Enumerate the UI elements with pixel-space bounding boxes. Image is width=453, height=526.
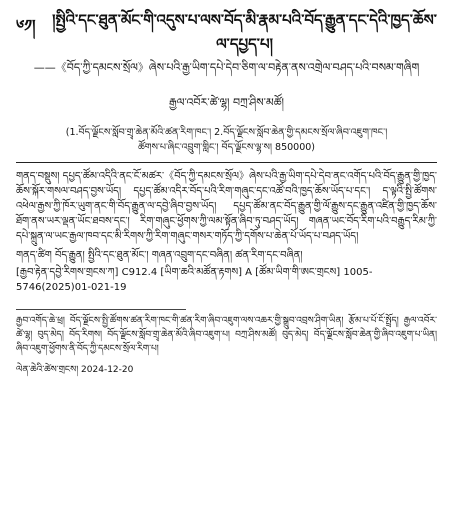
affiliation-line: ཚོགས་པ་ཞིང་འབྲུག་གླིང་། བོད་ལྗོངས་ལྷ་ས། 850000) [138, 142, 315, 153]
authors: རྒྱལ་འབོར་ཚེ་ལྷ། བཀྲ་ཤིས་མཚོ། [169, 96, 284, 109]
affiliations [16, 125, 437, 155]
article-subtitle: ——《བོད་ཀྱི་དམངས་སྲོལ》ཞེས་པའི་རྒྱ་ཡིག་དཔེ་དེབ་ཅིག་ལ་བརྟེན་ནས་འགྲེལ་བཤད་པའི་བསམ་གཞིག [33, 61, 420, 74]
article-title-row [16, 8, 437, 56]
header-divider [16, 162, 437, 163]
footnote: རྒྱབ་འགོད་ཆེ་ཕྲ། བོད་ལྗོངས་སྤྱི་ཚོགས་ཚན་རིག་ཁང་གི་ཚན་རིག་ཞིབ་འཇུག་ལས་འཆར་གྱི་སྒྲུབ་འབྲས་ཤིག་ཡིན། རྩོམ་པ་པོ་ངོ་སྤྲོད། རྒྱལ་འབོར་ཚེ་ལྷ། བུད་མེད། བོད་རིགས། བོད་ལྗོངས་སློབ་གྲྭ་ཆེན་མོའི་ཞིབ་འཇུག་པ། བཀྲ་ཤིས་མཚོ། བུད་མེད། བོད་ལྗོངས་སློབ་ཆེན་གྱི་ཞིབ་འཇུག་པ་ཡིན། ཞིབ་འཇུག་ཕྱོགས་ནི་བོད་ཀྱི་དམངས་སྲོལ་རིག་པ། [16, 316, 437, 354]
received-date: ལེན་ཆེའི་ཚེས་གྲངས། 2024-12-20 [16, 365, 134, 375]
abstract: གནད་བསྡུས། དཔྱད་ཚོམ་འདིའི་ནང་ངོ་མཚར་《བོད་ཀྱི་དམངས་སྲོལ》ཞེས་པའི་རྒྱ་ཡིག་དཔེ་དེབ་ནང་འགོད་པའི་བོད་རྒྱུན་གྱི་ཁྱད་ཆོས་སྐོར་གསལ་བཤད་བྱས་ཡོད། དཔྱད་ཚོམ་འདིར་བོད་པའི་རིག་གཞུང་དང་འཚོ་བའི་ཁྱད་ཆོས་ཡོད་པ་དང་། ད་ལྟའི་སྤྱི་ཚོགས་འཕེལ་རྒྱས་ཀྱི་ཁོར་ཡུག་ནང་གི་བོད་རྒྱུན་ལ་དབྱེ་ཞིབ་བྱས་ཡོད། དཔྱད་ཚོམ་ནང་བོད་རྒྱུན་གྱི་ལོ་རྒྱུས་དང་རྒྱུན་འཛིན་གྱི་ཁྱད་ཆོས་ཐོག་ནས་ཡར་ལྡན་ཡོང་ཐབས་དང་། རིག་གཞུང་ཕྱོགས་ཀྱི་ལམ་སྟོན་ཞིབ་ཏུ་བཤད་ཡོད། གཞན་ཡང་བོད་རིག་པའི་བརྒྱུད་རིམ་ཀྱི་དཔེ་སྐྲུན་ལ་ཡང་རྒྱལ་ཁབ་དང་མི་རིགས་ཀྱི་རིག་གཞུང་གསར་གཏོད་ཀྱི་དགོས་པ་ཆེན་པོ་ཡོད་པ་བཤད་ཡོད། [16, 171, 437, 242]
classification: [རྒྱབ་རྟེན་དབྱེ་རིགས་གྲངས་ཀ] C912.4 [ཡིག་ཆའི་མཚོན་རྟགས] A [ཚོམ་ཡིག་གི་ཨང་གྲངས] 1005-5746(2025)01-021-19 [16, 267, 373, 293]
article-number: ༦༡། [16, 16, 36, 35]
keywords: གནད་ཚིག བོད་རྒྱུན། སྤྱིའི་དང་ཐུན་མོང་། གཞན་འབྲུག་དང་བཞིན། ཚན་རིག་དང་བཞིན། [16, 250, 303, 261]
affiliation-line: (1.བོད་ལྗོངས་སློབ་གྲྭ་ཆེན་མོའི་ཚན་རིག་ཁང་། 2.བོད་ལྗོངས་སློབ་ཆེན་གྱི་དམངས་སྲོལ་ཞིབ་འཇུག་ཁང་། [65, 127, 388, 138]
article-title: །སྤྱིའི་དང་ཐུན་མོང་གི་འདུས་པ་ལས་བོད་མི་རྣམ་པའི་བོད་རྒྱུན་དང་དེའི་ཁྱད་ཆོས་ལ་དཔྱད་པ། [52, 11, 437, 53]
footnote-divider [16, 309, 186, 310]
